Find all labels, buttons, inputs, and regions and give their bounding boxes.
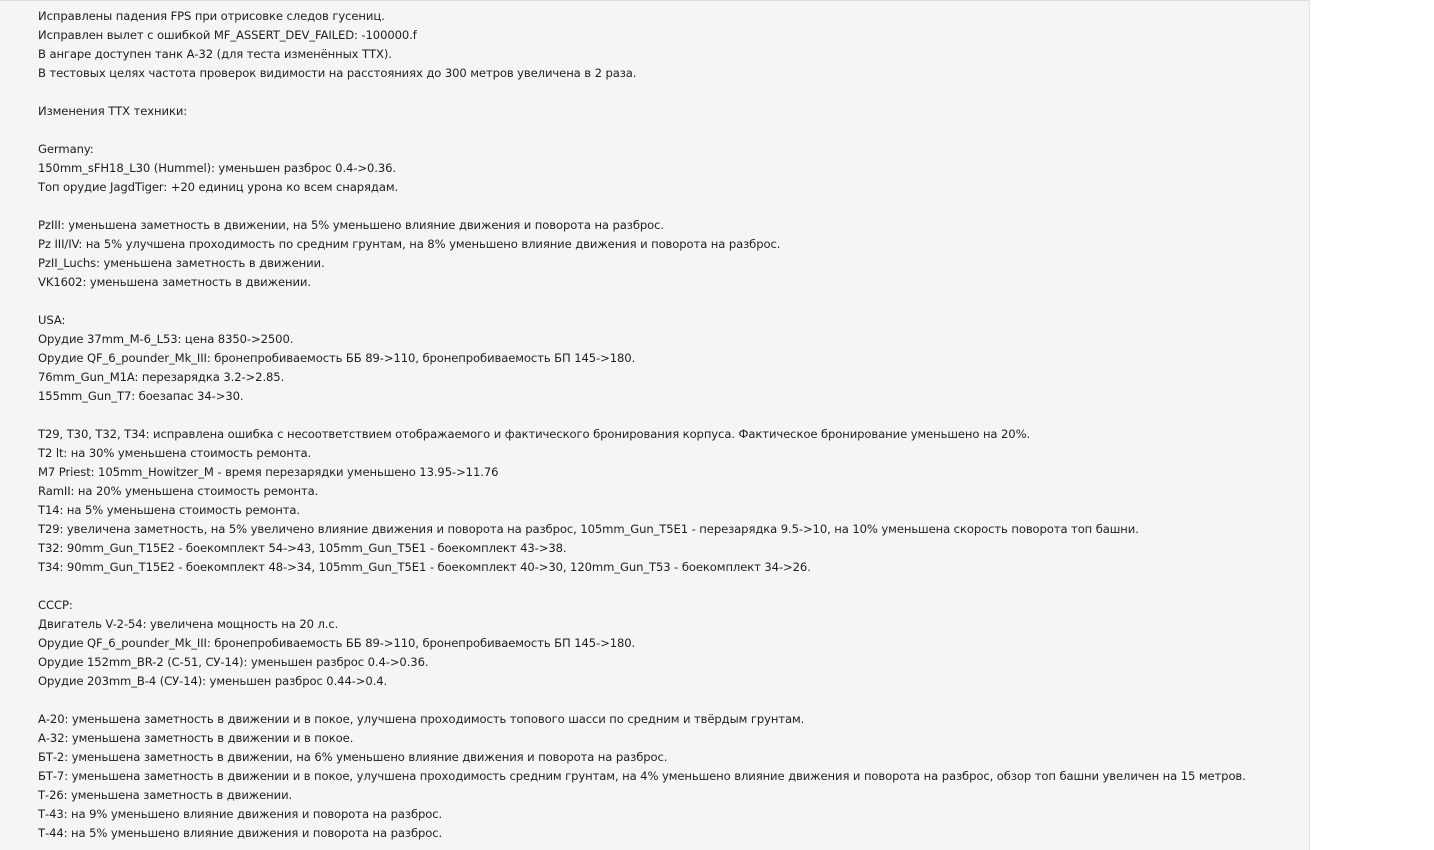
patch-note-line: Т-43: на 9% уменьшено влияние движения и поворота на разброс. <box>38 807 443 821</box>
patch-note-line: 76mm_Gun_M1A: перезарядка 3.2->2.85. <box>38 370 285 384</box>
patch-note-line: Т-44: на 5% уменьшено влияние движения и поворота на разброс. <box>38 826 443 840</box>
patch-note-line: Изменения ТТХ техники: <box>38 104 188 118</box>
patch-note-line: PzIII: уменьшена заметность в движении, на 5% уменьшено влияние движения и поворота на разброс. <box>38 218 665 232</box>
patch-note-line: Pz III/IV: на 5% улучшена проходимость по средним грунтам, на 8% уменьшено влияние движения и поворота на разброс. <box>38 237 781 251</box>
patch-note-line: БТ-7: уменьшена заметность в движении и в покое, улучшена проходимость средним грунтам, на 4% уменьшено влияние движения и поворота на разброс, обзор топ башни увеличен на 15 метров. <box>38 769 1246 783</box>
patch-note-line: Орудие 203mm_B-4 (СУ-14): уменьшен разброс 0.44->0.4. <box>38 674 388 688</box>
patch-note-line <box>38 292 1246 311</box>
patch-note-line: 150mm_sFH18_L30 (Hummel): уменьшен разброс 0.4->0.36. <box>38 161 397 175</box>
patch-note-line: T34: 90mm_Gun_T15E2 - боекомплект 48->34, 105mm_Gun_T5E1 - боекомплект 40->30, 120mm_Gun_T53 - боекомплект 34->26. <box>38 560 811 574</box>
patch-notes-text <box>38 7 1246 843</box>
patch-note-line: T14: на 5% уменьшена стоимость ремонта. <box>38 503 300 517</box>
patch-note-line <box>38 121 1246 140</box>
patch-note-line: Орудие 152mm_BR-2 (С-51, СУ-14): уменьшен разброс 0.4->0.36. <box>38 655 429 669</box>
patch-note-line: Орудие QF_6_pounder_Mk_III: бронепробиваемость ББ 89->110, бронепробиваемость БП 145->180. <box>38 636 636 650</box>
patch-note-line: M7 Priest: 105mm_Howitzer_M - время перезарядки уменьшено 13.95->11.76 <box>38 465 499 479</box>
patch-note-line: В тестовых целях частота проверок видимости на расстояниях до 300 метров увеличена в 2 раза. <box>38 66 637 80</box>
patch-note-line: БТ-2: уменьшена заметность в движении, на 6% уменьшено влияние движения и поворота на разброс. <box>38 750 668 764</box>
patch-note-line <box>38 577 1246 596</box>
patch-note-line: Исправлены падения FPS при отрисовке следов гусениц. <box>38 9 385 23</box>
patch-note-line: T29, T30, T32, T34: исправлена ошибка с несоответствием отображаемого и фактического бронирования корпуса. Фактическое бронирование уменьшено на 20%. <box>38 427 1031 441</box>
patch-note-line: Орудие QF_6_pounder_Mk_III: бронепробиваемость ББ 89->110, бронепробиваемость БП 145->180. <box>38 351 636 365</box>
patch-note-line: PzII_Luchs: уменьшена заметность в движении. <box>38 256 325 270</box>
patch-note-line: Germany: <box>38 142 94 156</box>
patch-note-line: USA: <box>38 313 66 327</box>
patch-note-line: Исправлен вылет с ошибкой MF_ASSERT_DEV_FAILED: -100000.f <box>38 28 417 42</box>
patch-note-line: T2 lt: на 30% уменьшена стоимость ремонта. <box>38 446 312 460</box>
patch-note-line: Т-26: уменьшена заметность в движении. <box>38 788 293 802</box>
patch-note-line: RamII: на 20% уменьшена стоимость ремонта. <box>38 484 319 498</box>
patch-note-line: А-32: уменьшена заметность в движении и в покое. <box>38 731 354 745</box>
patch-note-line: VK1602: уменьшена заметность в движении. <box>38 275 311 289</box>
patch-note-line: А-20: уменьшена заметность в движении и в покое, улучшена проходимость топового шасси по средним и твёрдым грунтам. <box>38 712 805 726</box>
patch-note-line <box>38 83 1246 102</box>
patch-note-line <box>38 197 1246 216</box>
patch-note-line: Топ орудие JagdTiger: +20 единиц урона ко всем снарядам. <box>38 180 399 194</box>
patch-note-line: СССР: <box>38 598 73 612</box>
patch-note-line: Двигатель V-2-54: увеличена мощность на 20 л.с. <box>38 617 339 631</box>
patch-note-line: В ангаре доступен танк А-32 (для теста изменённых ТТХ). <box>38 47 392 61</box>
patch-note-line <box>38 691 1246 710</box>
patch-note-line: 155mm_Gun_T7: боезапас 34->30. <box>38 389 244 403</box>
patch-note-line <box>38 406 1246 425</box>
patch-note-line: Орудие 37mm_M-6_L53: цена 8350->2500. <box>38 332 294 346</box>
patch-note-line: T32: 90mm_Gun_T15E2 - боекомплект 54->43, 105mm_Gun_T5E1 - боекомплект 43->38. <box>38 541 567 555</box>
patch-note-line: T29: увеличена заметность, на 5% увеличено влияние движения и поворота на разброс, 105mm_Gun_T5E1 - перезарядка 9.5->10, на 10% уменьшена скорость поворота топ башни. <box>38 522 1139 536</box>
